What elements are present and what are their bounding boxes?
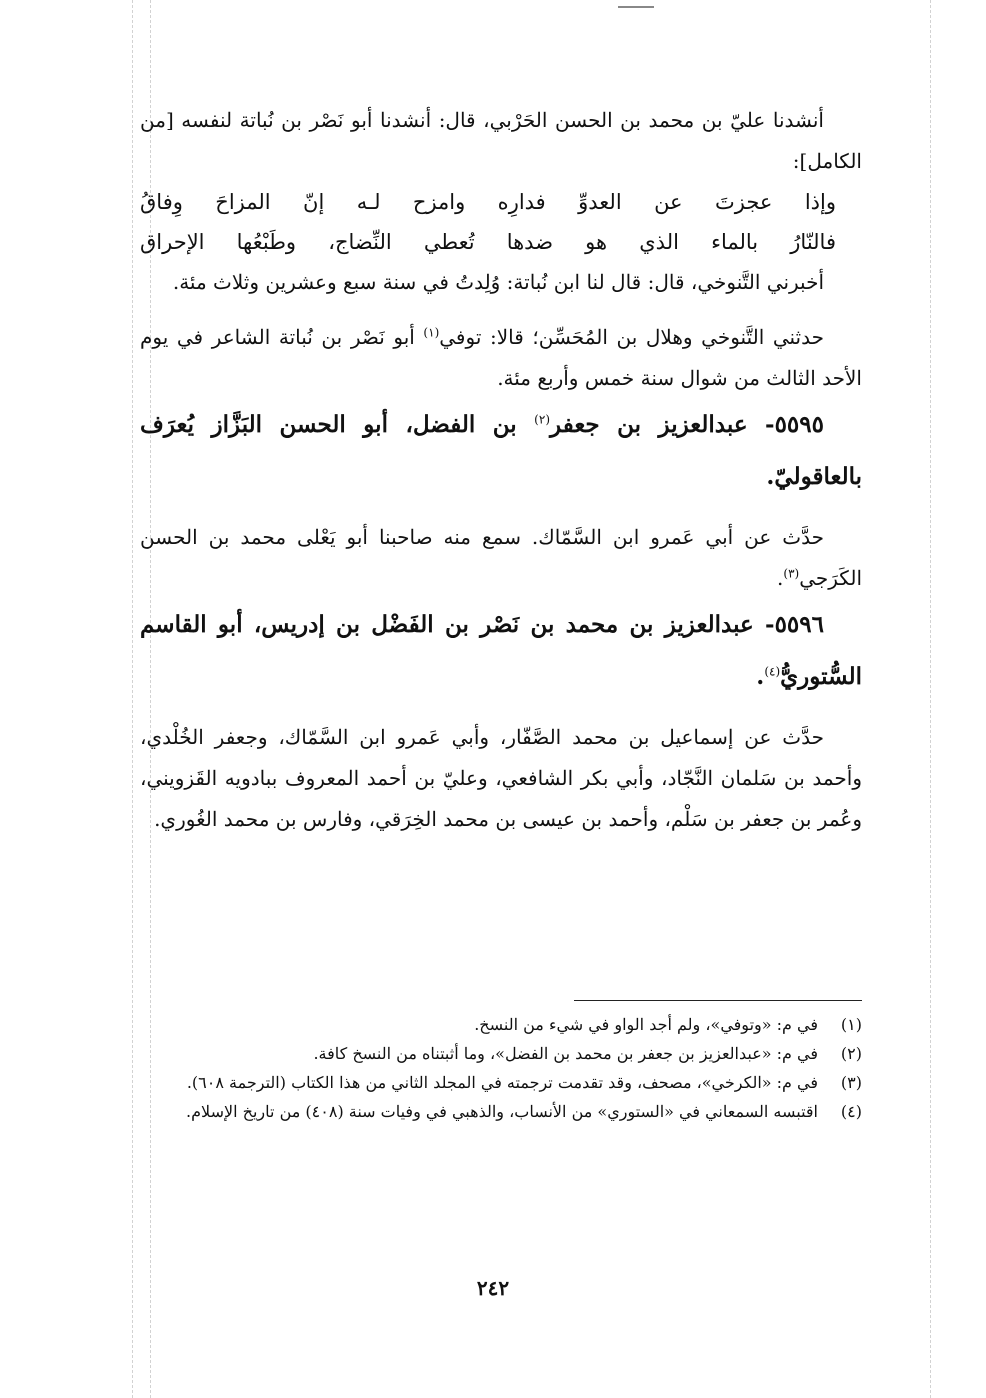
footnote-text: في م: «الكرخي»، مصحف، وقد تقدمت ترجمته في المجلد الثاني من هذا الكتاب (الترجمة ٦٠٨). xyxy=(186,1073,818,1092)
paragraph-5: حدَّث عن إسماعيل بن محمد الصَّفّار، وأبي عَمرو ابن السَّمّاك، وجعفر الخُلْدي، وأحمد بن سَلمان النَّجّاد، وأبي بكر الشافعي، وعليّ بن أحمد المعروف ببادويه القَزويني، وعُمر بن جعفر بن سَلْم، وأحمد بن عيسى بن محمد الخِرَقي، وفارس بن محمد الغُوري. xyxy=(140,725,862,831)
paragraph-1: أنشدنا عليّ بن محمد بن الحسن الحَرْبي، قال: أنشدنا أبو نَصْر بن نُباتة لنفسه [من الكامل]: xyxy=(140,108,862,173)
footnote-2 xyxy=(140,1039,862,1068)
main-text xyxy=(140,100,862,840)
paragraph-3-part-b: أبو نَصْر بن نُباتة الشاعر في يوم الأحد الثالث من شوال سنة خمس وأربع مئة. xyxy=(140,325,862,390)
page-number: ٢٤٢ xyxy=(476,1276,510,1300)
footnote-ref-2: (٢) xyxy=(534,412,550,427)
paragraph-2: أخبرني التَّنوخي، قال: قال لنا ابن نُباتة: وُلِدتُ في سنة سبع وعشرين وثلاث مئة. xyxy=(172,270,824,294)
footnote-number: (٢) xyxy=(840,1044,862,1063)
footnotes xyxy=(140,1010,862,1126)
paragraph-3 xyxy=(140,317,862,399)
top-mark xyxy=(618,6,654,8)
footnote-ref-3: (٣) xyxy=(783,566,800,581)
paragraph-4-part-b: . xyxy=(777,566,784,590)
footnote-ref-4: (٤) xyxy=(764,664,781,679)
footnote-number: (٣) xyxy=(840,1073,862,1092)
verse-line-2: فالنّارُ بالماء الذي هو ضدها تُعطي النِّضاج، وطَبْعُها الإحراق xyxy=(140,230,836,254)
entry-5596-part-b: . xyxy=(756,663,765,690)
entry-5595-part-a: ٥٥٩٥- عبدالعزيز بن جعفر xyxy=(550,411,824,438)
footnote-1 xyxy=(140,1010,862,1039)
entry-5596 xyxy=(140,599,862,703)
paragraph-4 xyxy=(140,517,862,599)
footnote-ref-1: (١) xyxy=(423,325,440,340)
footnote-text: في م: «وتوفي»، ولم أجد الواو في شيء من النسخ. xyxy=(474,1015,818,1034)
footnote-text: في م: «عبدالعزيز بن جعفر بن محمد بن الفضل»، وما أثبتناه من النسخ كافة. xyxy=(313,1044,818,1063)
footnote-3 xyxy=(140,1068,862,1097)
footnote-number: (١) xyxy=(840,1015,862,1034)
footnote-4 xyxy=(140,1097,862,1126)
entry-5596-part-a: ٥٥٩٦- عبدالعزيز بن محمد بن نَصْر بن الفَضْل بن إدريس، أبو القاسم السُّتوريُّ xyxy=(140,611,862,690)
entry-5595-part-b: بن الفضل، أبو الحسن البَزَّاز يُعرَف بالعاقوليّ. xyxy=(140,411,862,490)
footnote-separator xyxy=(574,1000,862,1001)
footnote-text: اقتبسه السمعاني في «الستوري» من الأنساب، والذهبي في وفيات سنة (٤٠٨) من تاريخ الإسلام. xyxy=(186,1102,818,1121)
margin-guide-left xyxy=(132,0,133,1398)
footnote-number: (٤) xyxy=(840,1102,862,1121)
margin-guide-right xyxy=(930,0,931,1398)
paragraph-3-part-a: حدثني التَّنوخي وهلال بن المُحَسِّن؛ قالا: توفي xyxy=(439,325,824,349)
verse-line-1: وإذا عجزتَ عن العدوِّ فدارِه وامزح لـه إنّ المزاحَ وِفاقُ xyxy=(140,190,836,214)
paragraph-4-part-a: حدَّث عن أبي عَمرو ابن السَّمّاك. سمع منه صاحبنا أبو يَعْلى محمد بن الحسن الكَرَجي xyxy=(140,525,862,590)
entry-5595 xyxy=(140,399,862,503)
